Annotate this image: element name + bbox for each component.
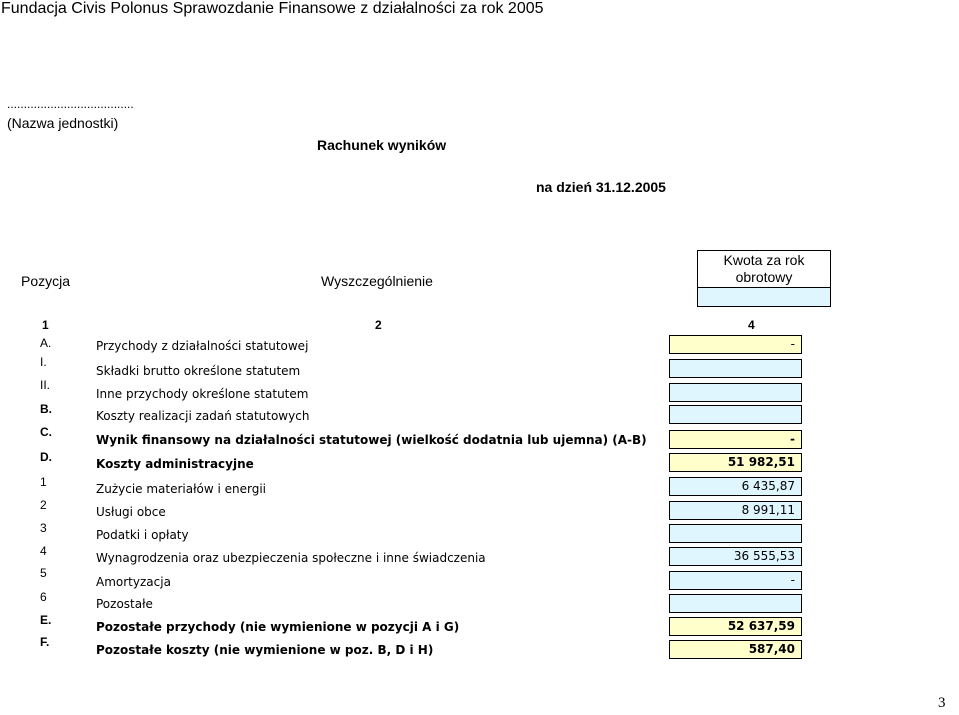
row-label-b: Koszty realizacji zadań statutowych [96,409,310,423]
column-number-2: 2 [375,318,382,332]
row-value-f: 587,40 [669,640,802,659]
row-label-2: Usługi obce [96,505,166,519]
column-header-kwota-line2: obrotowy [735,269,793,285]
row-code-ii: II. [40,378,51,392]
row-label-5: Amortyzacja [96,575,171,589]
row-label-c: Wynik finansowy na działalności statutowej (wielkość dodatnia lub ujemna) (A-B) [96,433,647,447]
row-value-ii [669,383,802,402]
row-code-b: B. [40,402,52,416]
row-code-a: A. [40,336,52,350]
row-code-i: I. [40,355,47,369]
row-code-3: 3 [40,521,47,535]
row-code-d: D. [40,450,52,464]
unit-name-placeholder: ...................................... [7,97,134,111]
column-header-pozycja: Pozycja [21,273,71,289]
amount-header-fill [698,287,830,306]
row-value-i [669,359,802,378]
row-label-1: Zużycie materiałów i energii [96,482,267,496]
unit-label: (Nazwa jednostki) [7,115,119,131]
row-code-6: 6 [40,590,47,604]
column-header-kwota-line1: Kwota za rok [723,252,805,268]
report-date: na dzień 31.12.2005 [536,179,666,195]
column-number-4: 4 [748,318,755,332]
page-number: 3 [938,695,946,711]
column-header-kwota [698,252,830,286]
row-value-1: 6 435,87 [669,477,802,496]
row-label-i: Składki brutto określone statutem [96,364,301,378]
row-code-2: 2 [40,498,47,512]
row-label-a: Przychody z działalności statutowej [96,339,309,353]
row-label-d: Koszty administracyjne [96,457,254,471]
row-code-c: C. [40,425,52,439]
report-title: Rachunek wyników [317,137,447,153]
row-value-b [669,405,802,424]
row-label-ii: Inne przychody określone statutem [96,387,309,401]
row-label-3: Podatki i opłaty [96,528,189,542]
row-code-f: F. [40,635,50,649]
row-code-1: 1 [40,475,47,489]
document-title: Fundacja Civis Polonus Sprawozdanie Finansowe z działalności za rok 2005 [1,0,544,17]
row-value-2: 8 991,11 [669,501,802,520]
row-value-3 [669,524,802,543]
row-value-5: - [669,571,802,590]
row-label-f: Pozostałe koszty (nie wymienione w poz. B, D i H) [96,643,434,657]
row-value-6 [669,594,802,613]
row-label-4: Wynagrodzenia oraz ubezpieczenia społeczne i inne świadczenia [96,551,486,565]
row-label-e: Pozostałe przychody (nie wymienione w pozycji A i G) [96,620,460,634]
row-value-a: - [669,335,802,354]
column-number-1: 1 [42,318,49,332]
row-label-6: Pozostałe [96,597,153,611]
row-code-4: 4 [40,544,47,558]
row-code-5: 5 [40,566,47,580]
row-code-e: E. [40,613,52,627]
column-header-wyszczegolnienie: Wyszczególnienie [321,273,433,289]
row-value-c: - [669,430,802,449]
row-value-4: 36 555,53 [669,547,802,566]
row-value-e: 52 637,59 [669,617,802,636]
row-value-d: 51 982,51 [669,453,802,472]
